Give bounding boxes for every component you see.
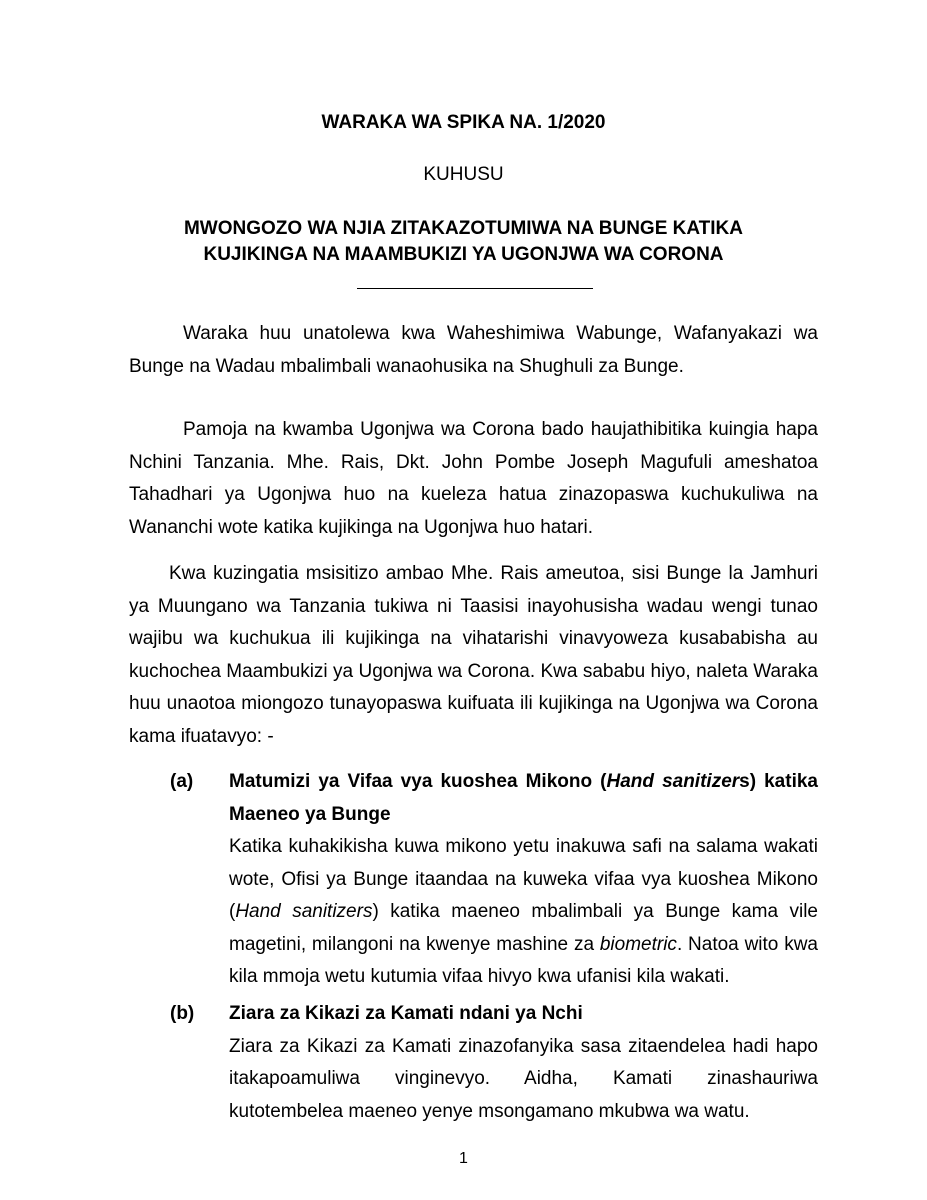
paragraph-context: Pamoja na kwamba Ugonjwa wa Corona bado haujathibitika kuingia hapa Nchini Tanzania. Mhe. Rais, Dkt. John Pombe Joseph Magufuli ameshatoa Tahadhari ya Ugonjwa huo na kueleza hatua zinazopaswa kuchukuliwa na Wananchi wote katika kujikinga na Ugonjwa huo hatari. — [129, 419, 818, 538]
paragraph-intro: Waraka huu unatolewa kwa Waheshimiwa Wabunge, Wafanyakazi wa Bunge na Wadau mbalimbali wanaohusika na Shughuli za Bunge. — [129, 323, 818, 377]
item-a-body-part1: Katika kuhakikisha kuwa mikono yetu inakuwa safi na salama wakati wote, Ofisi ya Bunge itaandaa na kuweka vifaa vya kuoshea Mikono ( — [229, 836, 818, 922]
item-a — [229, 766, 818, 994]
item-a-heading-italic: Hand sanitizer — [606, 771, 740, 792]
item-a-body-part3: . Natoa wito kwa kila mmoja wetu kutumia vifaa hivyo kwa ufanisi kila wakati. — [229, 933, 818, 987]
page-number: 1 — [459, 1150, 468, 1167]
paragraph-directive: Kwa kuzingatia msisitizo ambao Mhe. Rais ameutoa, sisi Bunge la Jamhuri ya Muungano wa Tanzania tukiwa ni Taasisi inayohusisha wadau wengi tunao wajibu wa kuchukua ili kujikinga na vihatarishi vinavyoweza kusababisha au kuchochea Maambukizi ya Ugonjwa wa Corona. Kwa sababu hiyo, naleta Waraka huu unaotoa miongozo tunayopaswa kuifuata ili kujikinga na Ugonjwa wa Corona kama ifuatavyo: - — [129, 563, 818, 747]
subject-line-1: MWONGOZO WA NJIA ZITAKAZOTUMIWA NA BUNGE KATIKA — [183, 218, 744, 239]
item-b-letter: (b) — [170, 1003, 195, 1024]
document-title: WARAKA WA SPIKA NA. 1/2020 — [321, 112, 606, 133]
document-about-label: KUHUSU — [423, 164, 504, 185]
item-a-body-part2: ) katika maeneo mbalimbali ya Bunge kama vile magetini, milangoni na kwenye mashine za — [229, 901, 819, 955]
item-a-body — [229, 831, 818, 994]
subject-line-2: KUJIKINGA NA MAAMBUKIZI YA UGONJWA WA CORONA — [203, 244, 724, 265]
title-underline-divider — [357, 288, 593, 289]
item-a-heading-part2: s) katika Maeneo ya Bunge — [229, 771, 818, 825]
item-a-letter: (a) — [170, 771, 194, 792]
item-b-heading: Ziara za Kikazi za Kamati ndani ya Nchi — [229, 1003, 583, 1024]
item-b — [229, 998, 818, 1128]
item-b-body: Ziara za Kikazi za Kamati zinazofanyika sasa zitaendelea hadi hapo itakapoamuliwa vinginevyo. Aidha, Kamati zinashauriwa kutotembelea maeneo yenye msongamano mkubwa wa watu. — [229, 1035, 818, 1122]
item-a-heading — [229, 766, 818, 831]
document-subject — [0, 216, 927, 268]
item-a-heading-part1: Matumizi ya Vifaa vya kuoshea Mikono ( — [229, 771, 607, 792]
item-a-body-italic1: Hand sanitizers — [235, 901, 373, 922]
item-a-body-italic2: biometric — [599, 933, 677, 955]
